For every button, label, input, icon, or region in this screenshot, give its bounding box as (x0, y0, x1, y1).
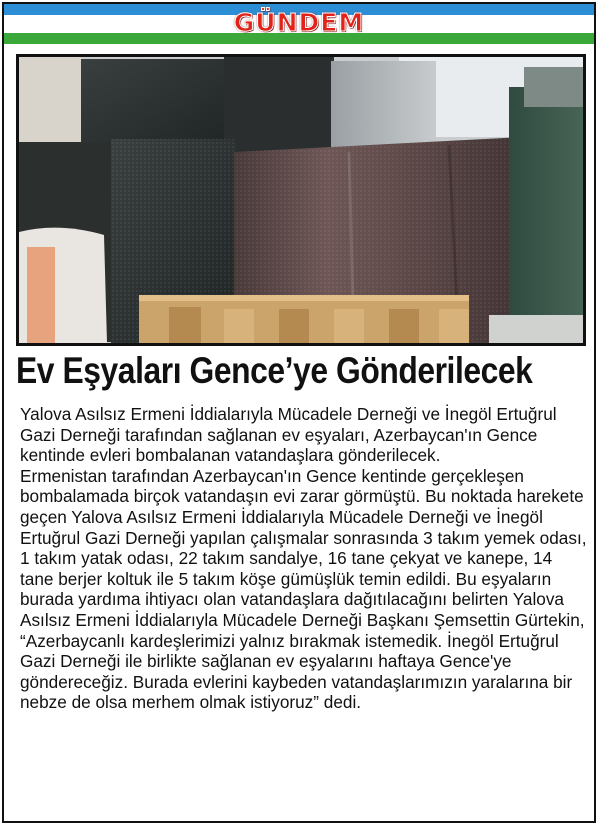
article-frame (2, 2, 596, 823)
furniture-packages-photo (19, 57, 583, 343)
article-headline: Ev Eşyaları Gence’ye Gönderilecek (16, 350, 533, 391)
article-lead: Yalova Asılsız Ermeni İddialarıyla Mücadele Derneği ve İnegöl Ertuğrul Gazi Derneği tarafından sağlanan ev eşyaları, Azerbaycan'ın Gence kentinde evleri bombalanan vatandaşlara gönderilecek. (20, 404, 557, 466)
article-paragraph: Ermenistan tarafından Azerbaycan'ın Gence kentinde gerçekleşen bombalamada birçok vatandaşın evi zarar görmüştü. Bu noktada harekete geçen Yalova Asılsız Ermeni İddialarıyla Mücadele Derneği ve İnegöl Ertuğrul Gazi Derneği yapılan çalışmalar sonrasında 3 takım yemek odası, 1 takım yatak odası, 22 takım sandalye, 16 tane çekyat ve kanepe, 14 tane berjer koltuk ile 5 takım köşe gümüşlük temin edildi. Bu eşyaların burada yardıma ihtiyacı olan vatandaşlara dağıtılacağını belirten Yalova Asılsız Ermeni İddialarıyla Mücadele Derneği Başkanı Şemsettin Gürtekin, “Azerbaycanlı kardeşlerimizi yalnız bırakmak istemedik. İnegöl Ertuğrul Gazi Derneği ile birlikte sağlanan ev eşyalarını haftaya Gence'ye göndereceğiz. Burada evlerini kaybeden vatandaşlarımızın yaralarına bir nebze de olsa merhem olmak istiyoruz” dedi. (20, 465, 587, 713)
article-photo (16, 54, 586, 346)
article-body (20, 404, 590, 713)
section-label: GÜNDEM (233, 8, 365, 37)
